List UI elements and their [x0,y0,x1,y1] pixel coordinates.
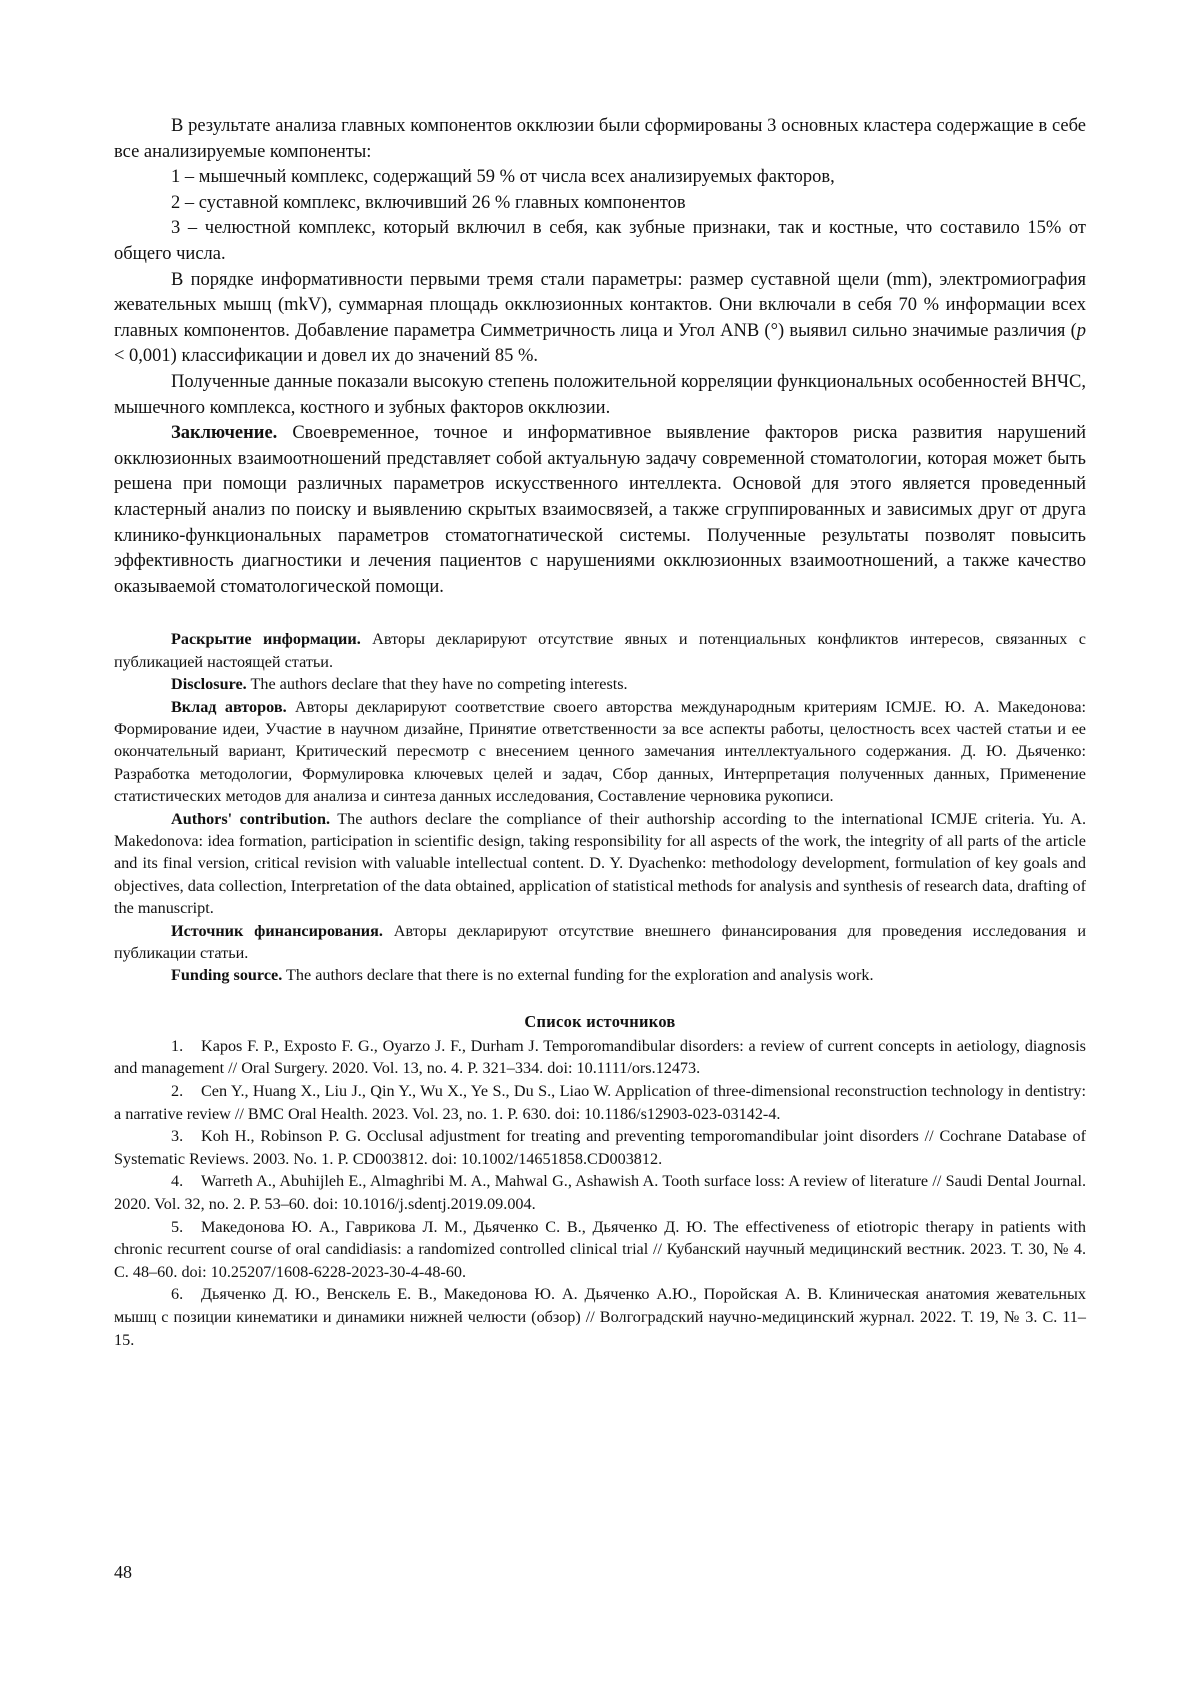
disclosure-ru-text: Авторы декларируют отсутствие явных и потенциальных конфликтов интересов, связанных с публикацией настоящей статьи. [114,630,1086,671]
text-segment: В порядке информативности первыми тремя стали параметры: размер суставной щели (mm), электромиография жевательных мышц (mkV), суммарная площадь окклюзионных контактов. Они включали в себя 70 % информации всех главных компонентов. Добавление параметра Симметричность лица и Угол ANB (°) выявил сильно значимые различия ( [114,269,1086,341]
contribution-ru [114,696,1086,808]
contribution-en [114,808,1086,920]
contribution-en-text: The authors declare the compliance of their authorship according to the international ICMJE criteria. Yu. A. Makedonova: idea formation, participation in scientific design, taking responsibility for all aspects of the work, the integrity of all parts of the article and its final version, critical revision with valuable intellectual content. D. Y. Dyachenko: methodology development, formulation of key goals and objectives, data collection, Interpretation of the data obtained, application of statistical methods for analysis and synthesis of research data, drafting of the manuscript. [114,809,1086,918]
reference-number: 2. [171,1081,184,1100]
reference-item [114,1216,1086,1284]
reference-number: 3. [171,1127,184,1146]
reference-item [114,1035,1086,1080]
reference-number: 4. [171,1172,184,1191]
conclusion-label: Заключение. [171,423,278,444]
reference-item [114,1283,1086,1351]
funding-en-text: The authors declare that there is no external funding for the exploration and analysis work. [282,966,874,985]
disclosure-en-label: Disclosure. [171,675,247,694]
reference-number: 1. [171,1036,184,1055]
paragraph-informativeness [114,268,1086,370]
funding-ru [114,920,1086,965]
conclusion-text: Своевременное, точное и информативное выявление факторов риска развития нарушений окклюзионных взаимоотношений представляет собой актуальную задачу современной стоматологии, которая может быть решена при помощи различных параметров искусственного интеллекта. Основой для этого является проведенный кластерный анализ по поиску и выявлению скрытых взаимосвязей, а также сгруппированных и зависимых друг от друга клинико-функциональных параметров стоматогнатической системы. Полученные результаты позволят повысить эффективность диагностики и лечения пациентов с нарушениями окклюзионных взаимоотношений, а также качество оказываемой стоматологической помощи. [114,423,1086,597]
funding-en [114,964,1086,986]
paragraph-conclusion [114,421,1086,600]
p-value-symbol: p [1076,320,1086,341]
funding-ru-text: Авторы декларируют отсутствие внешнего финансирования для проведения исследования и публикации статьи. [114,921,1086,962]
reference-text: Македонова Ю. А., Гаврикова Л. М., Дьяченко С. В., Дьяченко Д. Ю. The effectiveness of etiotropic therapy in patients with chronic recurrent course of oral candidiasis: a randomized controlled clinical trial // Кубанский научный медицинский вестник. 2023. Т. 30, № 4. С. 48–60. doi: 10.25207/1608-6228-2023-30-4-48-60. [114,1217,1086,1281]
reference-text: Kapos F. P., Exposto F. G., Oyarzo J. F., Durham J. Temporomandibular disorders: a review of current concepts in aetiology, diagnosis and management // Oral Surgery. 2020. Vol. 13, no. 4. P. 321–334. doi: 10.1111/ors.12473. [114,1036,1086,1078]
paragraph-cluster-3: 3 – челюстной комплекс, который включил в себя, как зубные признаки, так и костные, что составило 15% от общего числа. [114,218,1086,264]
paragraph-cluster-1: 1 – мышечный комплекс, содержащий 59 % от числа всех анализируемых факторов, [171,167,835,188]
text-segment: < 0,001) классификации и довел их до значений 85 %. [114,346,538,367]
disclosure-en-text: The authors declare that they have no competing interests. [246,675,628,694]
disclosure-en [114,673,1086,695]
paragraph-cluster-2: 2 – суставной комплекс, включивший 26 % главных компонентов [171,192,686,213]
reference-text: Дьяченко Д. Ю., Венскель Е. В., Македонова Ю. А. Дьяченко А.Ю., Поройская А. В. Клиническая анатомия жевательных мышц с позиции кинематики и динамики нижней челюсти (обзор) // Волгоградский научно-медицинский журнал. 2022. Т. 19, № 3. С. 11–15. [114,1285,1086,1349]
paragraph-correlation: Полученные данные показали высокую степень положительной корреляции функциональных особенностей ВНЧС, мышечного комплекса, костного и зубных факторов окклюзии. [114,371,1086,418]
main-text [114,114,1086,600]
reference-item [114,1080,1086,1125]
references-title: Список источников [524,1011,676,1031]
reference-number: 6. [171,1285,184,1304]
funding-en-label: Funding source. [171,966,283,985]
reference-item [114,1125,1086,1170]
disclosure-ru [114,628,1086,673]
disclosure-ru-label: Раскрытие информации. [171,630,361,649]
references-list [114,1035,1086,1351]
contribution-en-label: Authors' contribution. [171,809,331,828]
contribution-ru-label: Вклад авторов. [171,697,287,716]
paragraph-clusters: В результате анализа главных компонентов окклюзии были сформированы 3 основных кластера содержащие в себе все анализируемые компоненты: [114,116,1086,162]
funding-ru-label: Источник финансирования. [171,921,383,940]
reference-text: Koh H., Robinson P. G. Occlusal adjustment for treating and preventing temporomandibular joint disorders // Cochrane Database of Systematic Reviews. 2003. No. 1. P. CD003812. doi: 10.1002/14651858.CD003812. [114,1127,1086,1168]
page-number: 48 [114,1562,132,1582]
reference-item [114,1170,1086,1215]
disclosure-section [114,628,1086,987]
page-body [114,114,1086,1351]
reference-text: Warreth A., Abuhijleh E., Almaghribi M. A., Mahwal G., Ashawish A. Tooth surface loss: A review of literature // Saudi Dental Journal. 2020. Vol. 32, no. 2. P. 53–60. doi: 10.1016/j.sdentj.2019.09.004. [114,1172,1086,1213]
contribution-ru-text: Авторы декларируют соответствие своего авторства международным критериям ICMJE. Ю. А. Македонова: Формирование идеи, Участие в научном дизайне, Принятие ответственности за все аспекты работы, целостность всех частей статьи и ее окончательный вариант, Критический пересмотр с внесением ценного замечания интеллектуального содержания. Д. Ю. Дьяченко: Разработка методологии, Формулировка ключевых целей и задач, Сбор данных, Интерпретация полученных данных, Применение статистических методов для анализа и синтеза данных исследования, Составление черновика рукописи. [114,697,1087,806]
reference-text: Cen Y., Huang X., Liu J., Qin Y., Wu X., Ye S., Du S., Liao W. Application of three-dimensional reconstruction technology in dentistry: a narrative review // BMC Oral Health. 2023. Vol. 23, no. 1. P. 630. doi: 10.1186/s12903-023-03142-4. [114,1081,1086,1123]
reference-number: 5. [171,1217,184,1236]
